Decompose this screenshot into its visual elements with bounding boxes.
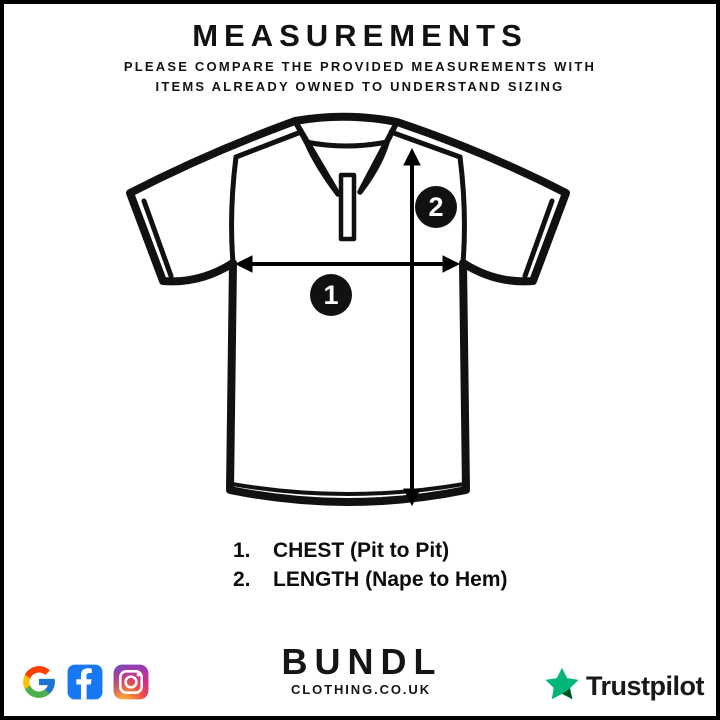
legend-number: 1.	[233, 539, 251, 562]
legend-label: LENGTH (Nape to Hem)	[273, 568, 508, 591]
legend-number: 2.	[233, 568, 251, 591]
brand-domain: CLOTHING.CO.UK	[291, 682, 431, 697]
trustpilot-star-icon	[543, 666, 581, 706]
badge-2	[415, 186, 457, 228]
trustpilot-logo[interactable]	[543, 666, 704, 706]
polo-shirt-diagram	[120, 104, 600, 524]
trustpilot-label: Trustpilot	[586, 670, 704, 701]
page-title: MEASUREMENTS	[192, 18, 528, 53]
legend-item-length	[233, 565, 508, 594]
brand-name: BUNDL	[281, 641, 443, 682]
badge-2-number: 2	[428, 192, 444, 222]
placket	[341, 175, 354, 239]
badge-1	[310, 274, 352, 316]
legend-label: CHEST (Pit to Pit)	[273, 539, 450, 562]
subtitle-line-1: PLEASE COMPARE THE PROVIDED MEASUREMENTS WITH	[123, 59, 597, 74]
measurement-legend	[233, 536, 508, 594]
legend-item-chest	[233, 536, 508, 565]
badge-1-number: 1	[323, 280, 339, 310]
subtitle-line-2: ITEMS ALREADY OWNED TO UNDERSTAND SIZING	[155, 79, 565, 94]
page-subtitle	[4, 57, 716, 97]
